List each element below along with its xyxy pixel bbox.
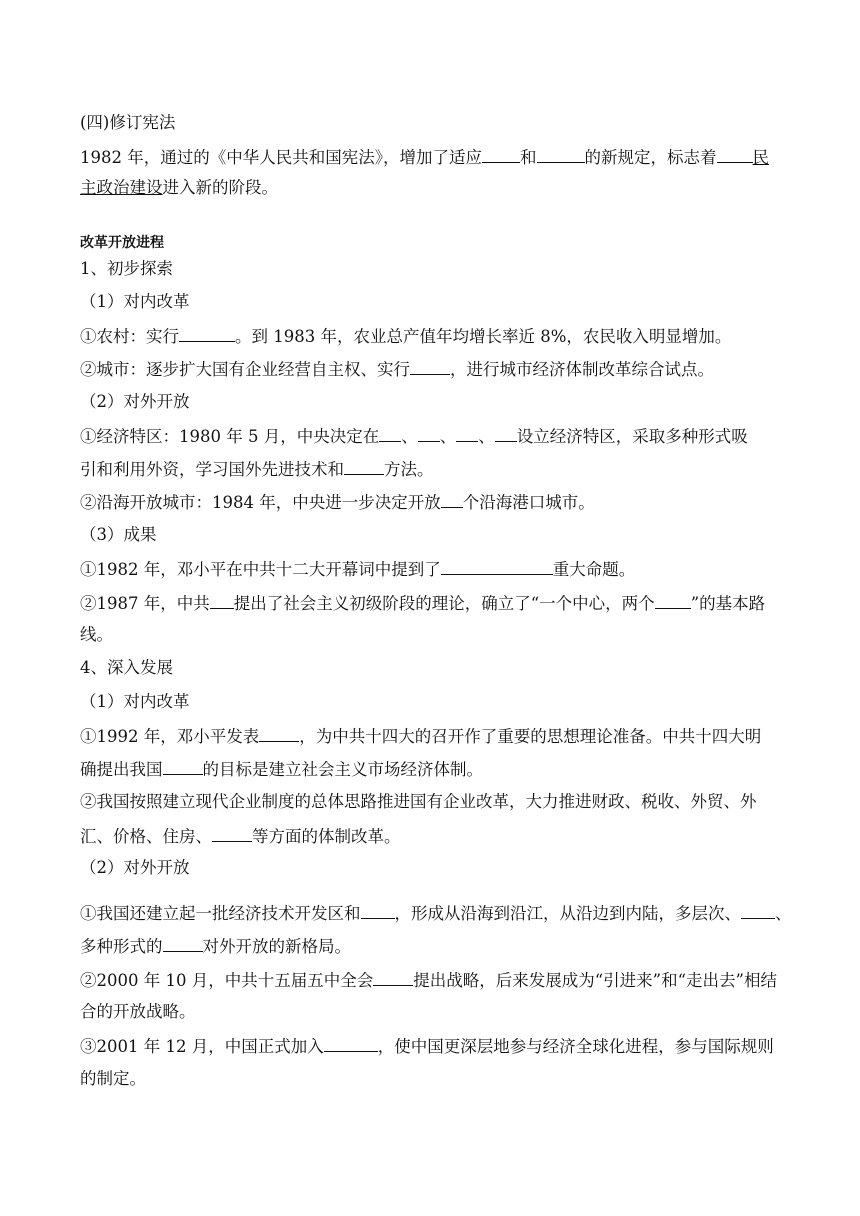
text: 提出了社会主义初级阶段的理论，确立了“一个中心，两个: [233, 594, 655, 613]
fill-blank[interactable]: [441, 490, 463, 508]
fill-blank[interactable]: [163, 757, 203, 775]
text: 汇、价格、住房、: [80, 827, 212, 846]
text: ，进行城市经济体制改革综合试点。: [450, 360, 714, 379]
section-heading-constitution: [80, 112, 780, 134]
text: ①经济特区：1980 年 5 月，中央决定在: [80, 427, 380, 446]
text: 1、初步探索: [80, 259, 173, 278]
paragraph-line: [80, 1034, 780, 1058]
text: 、: [401, 427, 418, 446]
text: 进入新的阶段。: [162, 178, 278, 197]
paragraph-line: [80, 968, 780, 992]
text: ①农村：实行: [80, 327, 179, 346]
text: ”的基本路: [690, 594, 766, 613]
text: 1982 年，通过的《中华人民共和国宪法》，增加了适应: [80, 148, 482, 167]
text: ②1987 年，中共: [80, 594, 210, 613]
fill-blank[interactable]: [537, 145, 585, 163]
fill-blank[interactable]: [179, 324, 235, 342]
text: 、: [478, 427, 495, 446]
subheading: [80, 258, 780, 280]
text: ，为中共十四大的召开作了重要的思想理论准备。中共十四大明: [299, 727, 762, 746]
text: 、: [439, 427, 457, 446]
text: 方法。: [384, 460, 434, 479]
paragraph-line: [80, 791, 780, 813]
text: 等方面的体制改革。: [252, 827, 401, 846]
subheading: [80, 857, 780, 879]
text: 提出战略，后来发展成为“引进来”和“走出去”相结: [413, 971, 777, 990]
paragraph-line: [80, 557, 780, 581]
text: 个沿海港口城市。: [462, 493, 595, 512]
text: ，使中国更深层地参与经济全球化进程，参与国际规则: [377, 1037, 774, 1056]
fill-blank[interactable]: [210, 591, 234, 609]
text: （1）对内改革: [80, 692, 190, 711]
subheading: [80, 657, 780, 679]
text: 合的开放战略。: [80, 1002, 196, 1021]
text: ②城市：逐步扩大国有企业经营自主权、实行: [80, 360, 410, 379]
fill-blank[interactable]: [324, 1034, 378, 1052]
text: 的目标是建立社会主义市场经济体制。: [202, 760, 483, 779]
subheading: [80, 291, 780, 313]
fill-blank[interactable]: [212, 824, 252, 842]
paragraph-line: [80, 757, 780, 781]
text: 线。: [80, 625, 113, 644]
text: 的制定。: [80, 1069, 146, 1088]
text: 设立经济特区，采取多种形式吸: [516, 427, 748, 446]
paragraph-line: [80, 1068, 780, 1090]
paragraph-line: [80, 824, 780, 848]
text: 和: [520, 148, 537, 167]
section-title-reform: [80, 232, 780, 254]
paragraph-line: [80, 145, 780, 169]
fill-blank[interactable]: [373, 968, 413, 986]
paragraph-line: [80, 324, 780, 348]
fill-blank[interactable]: [717, 145, 753, 163]
text: （2）对外开放: [80, 392, 190, 411]
paragraph-line: [80, 624, 780, 646]
fill-blank[interactable]: [361, 901, 395, 919]
fill-blank[interactable]: [456, 424, 478, 442]
paragraph-line: [80, 724, 780, 748]
paragraph-line: [80, 1001, 780, 1023]
paragraph-line: [80, 457, 780, 481]
fill-blank[interactable]: [379, 424, 401, 442]
text: ，形成从沿海到沿江，从沿边到内陆，多层次、: [394, 904, 741, 923]
text: ①1992 年，邓小平发表: [80, 727, 260, 746]
fill-blank[interactable]: [482, 145, 520, 163]
text: ③2001 年 12 月，中国正式加入: [80, 1037, 324, 1056]
text: 引和利用外资，学习国外先进技术和: [80, 460, 344, 479]
subheading: [80, 391, 780, 413]
fill-blank[interactable]: [741, 901, 775, 919]
paragraph-line: [80, 591, 780, 615]
fill-blank[interactable]: [655, 591, 691, 609]
underlined-answer: 民: [752, 148, 769, 167]
text: （1）对内改革: [80, 292, 190, 311]
text: 4、深入发展: [80, 658, 173, 677]
text: 多种形式的: [80, 937, 163, 956]
text: 确提出我国: [80, 760, 163, 779]
title-text: 改革开放进程: [80, 235, 164, 251]
fill-blank[interactable]: [259, 724, 299, 742]
text: ①1982 年，邓小平在中共十二大开幕词中提到了: [80, 560, 441, 579]
text: 的新规定，标志着: [584, 148, 717, 167]
paragraph-line: [80, 901, 792, 925]
underlined-answer: 主政治建设: [80, 178, 163, 197]
text: ②我国按照建立现代企业制度的总体思路推进国有企业改革，大力推进财政、税收、外贸、外: [80, 792, 757, 811]
paragraph-line: [80, 934, 780, 958]
heading-text: (四)修订宪法: [80, 113, 176, 132]
fill-blank[interactable]: [441, 557, 553, 575]
paragraph-line: [80, 177, 780, 199]
fill-blank[interactable]: [495, 424, 517, 442]
fill-blank[interactable]: [410, 357, 450, 375]
text: 。到 1983 年，农业总产值年均增长率近 8%，农民收入明显增加。: [235, 327, 732, 346]
fill-blank[interactable]: [418, 424, 440, 442]
text: （2）对外开放: [80, 858, 190, 877]
paragraph-line: [80, 490, 780, 514]
text: ①我国还建立起一批经济技术开发区和: [80, 904, 361, 923]
subheading: [80, 524, 780, 546]
subheading: [80, 691, 780, 713]
fill-blank[interactable]: [344, 457, 384, 475]
text: ②沿海开放城市：1984 年，中央进一步决定开放: [80, 493, 441, 512]
paragraph-line: [80, 357, 780, 381]
paragraph-line: [80, 424, 780, 448]
text: 、: [775, 904, 792, 923]
text: ②2000 年 10 月，中共十五届五中全会: [80, 971, 374, 990]
fill-blank[interactable]: [163, 934, 203, 952]
text: （3）成果: [80, 525, 157, 544]
text: 对外开放的新格局。: [202, 937, 351, 956]
text: 重大命题。: [552, 560, 636, 579]
